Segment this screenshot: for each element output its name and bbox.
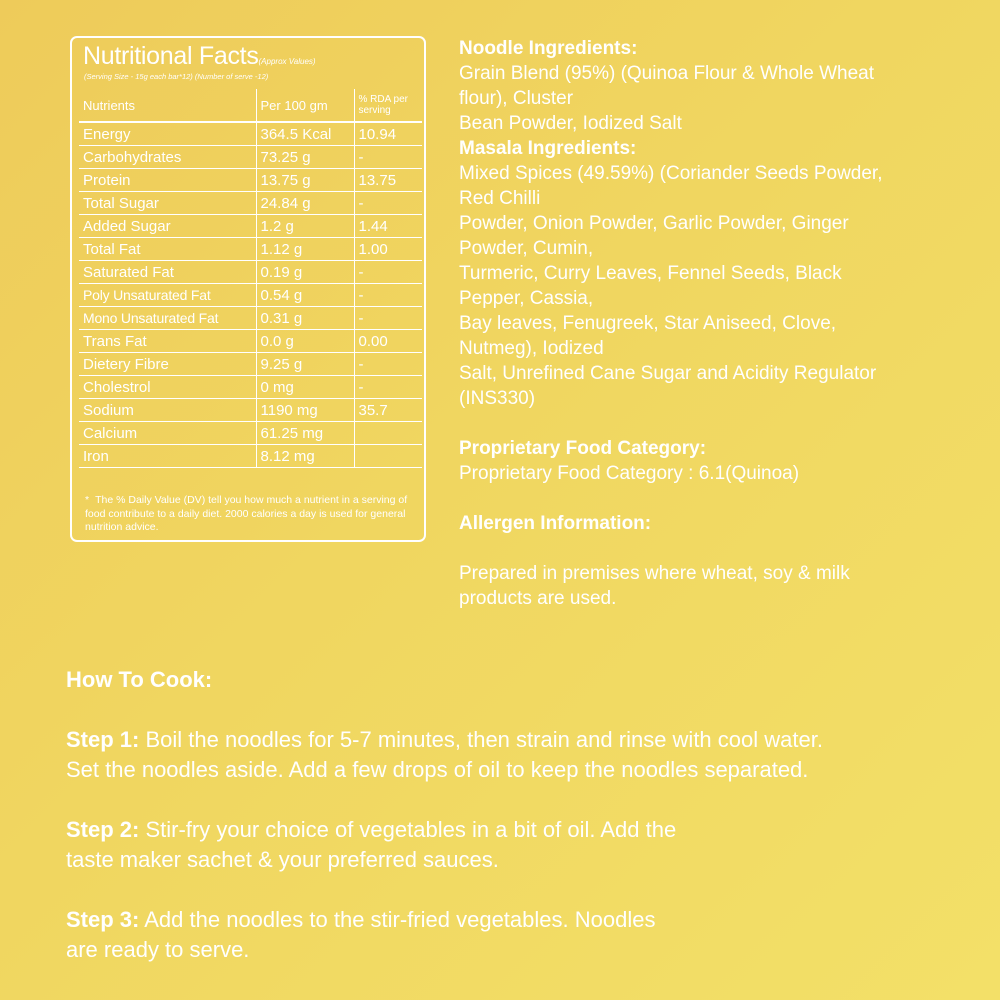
allergen-line: products are used. [459, 588, 617, 609]
nutrient-per-100gm: 0.54 g [256, 284, 354, 307]
nutrient-name: Iron [79, 445, 256, 468]
step-1-label: Step 1: [66, 727, 140, 752]
ingredients-column [459, 36, 979, 611]
spacer [66, 785, 976, 815]
nutrient-rda: - [354, 192, 422, 215]
nutrition-row [79, 399, 422, 422]
nutrient-name: Mono Unsaturated Fat [79, 307, 256, 330]
step-1-text-cont: Set the noodles aside. Add a few drops of oil to keep the noodles separated. [66, 757, 809, 782]
nutrition-row [79, 445, 422, 468]
step-2-text: Stir-fry your choice of vegetables in a bit of oil. Add the [139, 817, 677, 842]
nutrition-row [79, 353, 422, 376]
nutrition-row [79, 261, 422, 284]
nutrient-name: Added Sugar [79, 215, 256, 238]
nutrient-name: Trans Fat [79, 330, 256, 353]
nutrition-row [79, 330, 422, 353]
nutrient-name: Sodium [79, 399, 256, 422]
nutrient-name: Protein [79, 169, 256, 192]
nutrient-per-100gm: 8.12 mg [256, 445, 354, 468]
header-nutrients: Nutrients [79, 89, 256, 122]
nutrient-per-100gm: 0.31 g [256, 307, 354, 330]
nutrient-name: Total Sugar [79, 192, 256, 215]
nutrient-name: Energy [79, 122, 256, 146]
nutrition-row [79, 284, 422, 307]
masala-ingredients-line: Powder, Onion Powder, Garlic Powder, Ginger [459, 213, 849, 234]
nutrition-table [79, 89, 422, 468]
nutrient-rda: - [354, 376, 422, 399]
header-rda: % RDA per serving [354, 89, 422, 122]
masala-ingredients-line: Pepper, Cassia, [459, 288, 594, 309]
nutrient-name: Calcium [79, 422, 256, 445]
nutrient-name: Saturated Fat [79, 261, 256, 284]
masala-ingredients-line: Nutmeg), Iodized [459, 338, 604, 359]
spacer [66, 875, 976, 905]
masala-ingredients-line: Powder, Cumin, [459, 238, 594, 259]
nutrient-rda: - [354, 146, 422, 169]
nutrition-row [79, 146, 422, 169]
nutrient-per-100gm: 9.25 g [256, 353, 354, 376]
step-3-line [66, 905, 976, 935]
nutrient-rda: 0.00 [354, 330, 422, 353]
nutrient-rda: 1.00 [354, 238, 422, 261]
nutrition-table-header [79, 89, 422, 122]
nutrient-rda: - [354, 284, 422, 307]
nutrient-rda [354, 445, 422, 468]
step-3-text-cont: are ready to serve. [66, 937, 250, 962]
masala-ingredients-heading: Masala Ingredients: [459, 138, 637, 159]
nutrient-rda: - [354, 307, 422, 330]
nutrition-title-text: Nutritional Facts [83, 42, 259, 70]
nutrition-footnote [85, 494, 419, 535]
nutrient-rda: 35.7 [354, 399, 422, 422]
nutrient-name: Dietery Fibre [79, 353, 256, 376]
allergen-line: Prepared in premises where wheat, soy & milk [459, 563, 850, 584]
nutrient-per-100gm: 24.84 g [256, 192, 354, 215]
nutrition-row [79, 122, 422, 146]
masala-ingredients-line: Red Chilli [459, 188, 541, 209]
noodle-ingredients-line: Grain Blend (95%) (Quinoa Flour & Whole Wheat [459, 63, 875, 84]
step-1-line [66, 725, 976, 755]
nutrient-per-100gm: 1.2 g [256, 215, 354, 238]
header-per-100gm: Per 100 gm [256, 89, 354, 122]
step-2-text-cont: taste maker sachet & your preferred sauces. [66, 847, 499, 872]
step-2-line [66, 815, 976, 845]
masala-ingredients-line: Bay leaves, Fenugreek, Star Aniseed, Clove, [459, 313, 837, 334]
food-category-heading: Proprietary Food Category: [459, 438, 707, 459]
masala-ingredients-line: Salt, Unrefined Cane Sugar and Acidity Regulator [459, 363, 877, 384]
step-3-text: Add the noodles to the stir-fried vegetables. Noodles [139, 907, 656, 932]
nutrient-name: Cholestrol [79, 376, 256, 399]
step-2-label: Step 2: [66, 817, 140, 842]
nutrition-facts-panel [70, 36, 426, 542]
nutrition-row [79, 238, 422, 261]
nutrient-name: Carbohydrates [79, 146, 256, 169]
spacer [66, 695, 976, 725]
nutrient-per-100gm: 61.25 mg [256, 422, 354, 445]
nutrient-per-100gm: 0.19 g [256, 261, 354, 284]
masala-ingredients-line: Mixed Spices (49.59%) (Coriander Seeds Powder, [459, 163, 883, 184]
nutrition-table-body [79, 122, 422, 468]
step-3-label: Step 3: [66, 907, 140, 932]
nutrient-per-100gm: 13.75 g [256, 169, 354, 192]
serving-info: (Serving Size - 15g each bar*12) (Number of serve -12) [84, 72, 269, 81]
nutrient-per-100gm: 1.12 g [256, 238, 354, 261]
nutrition-row [79, 422, 422, 445]
footnote-text: The % Daily Value (DV) tell you how much a nutrient in a serving of food contribute to a daily diet. 2000 calories a day is used for general nutrition advice. [85, 494, 408, 533]
nutrient-rda: 1.44 [354, 215, 422, 238]
spacer [459, 486, 979, 511]
nutrition-row [79, 215, 422, 238]
nutrition-title [83, 42, 316, 71]
nutrient-rda: 13.75 [354, 169, 422, 192]
nutrient-rda: - [354, 261, 422, 284]
nutrient-name: Total Fat [79, 238, 256, 261]
noodle-ingredients-line: Bean Powder, Iodized Salt [459, 113, 682, 134]
noodle-ingredients-line: flour), Cluster [459, 88, 574, 109]
nutrient-rda [354, 422, 422, 445]
food-category-text: Proprietary Food Category : 6.1(Quinoa) [459, 463, 800, 484]
nutrient-per-100gm: 0.0 g [256, 330, 354, 353]
nutrition-row [79, 307, 422, 330]
nutrient-per-100gm: 364.5 Kcal [256, 122, 354, 146]
nutrition-row [79, 376, 422, 399]
step-1-text: Boil the noodles for 5-7 minutes, then strain and rinse with cool water. [139, 727, 823, 752]
nutrient-rda: 10.94 [354, 122, 422, 146]
nutrition-title-note: (Approx Values) [258, 57, 316, 66]
nutrient-per-100gm: 1190 mg [256, 399, 354, 422]
nutrient-per-100gm: 73.25 g [256, 146, 354, 169]
how-to-cook-section [66, 665, 976, 965]
nutrition-row [79, 192, 422, 215]
nutrition-row [79, 169, 422, 192]
how-to-cook-heading: How To Cook: [66, 667, 213, 692]
footnote-star: * [85, 494, 90, 506]
allergen-heading: Allergen Information: [459, 513, 652, 534]
nutrient-per-100gm: 0 mg [256, 376, 354, 399]
spacer [459, 536, 979, 561]
nutrient-name: Poly Unsaturated Fat [79, 284, 256, 307]
noodle-ingredients-heading: Noodle Ingredients: [459, 38, 638, 59]
masala-ingredients-line: Turmeric, Curry Leaves, Fennel Seeds, Black [459, 263, 842, 284]
spacer [459, 411, 979, 436]
masala-ingredients-line: (INS330) [459, 388, 536, 409]
nutrient-rda: - [354, 353, 422, 376]
